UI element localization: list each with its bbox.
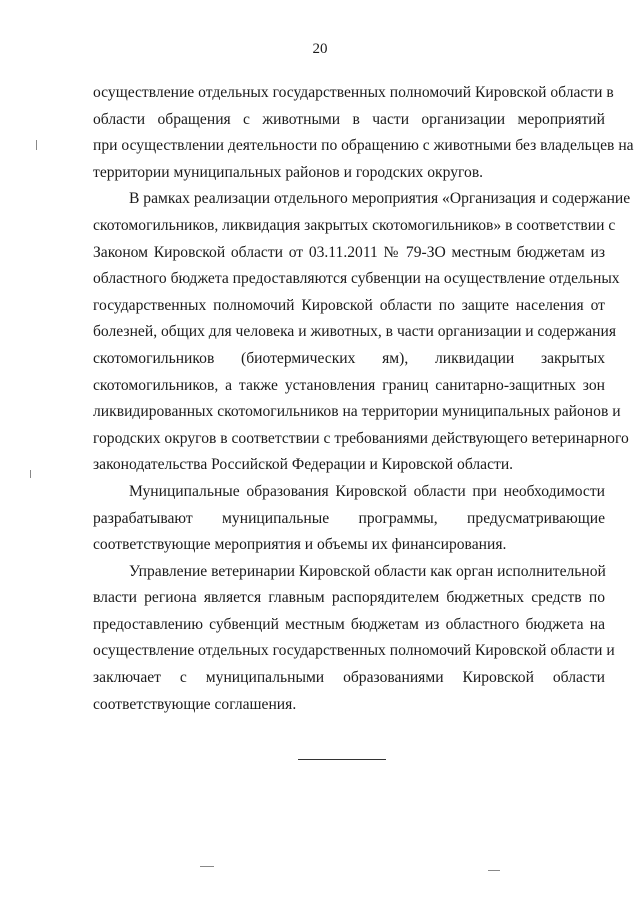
text-line: при осуществлении деятельности по обращению с животными без владельцев на: [93, 137, 634, 155]
text-line: области обращения с животными в части организации мероприятий: [93, 110, 605, 128]
text-line: заключает с муниципальными образованиями Кировской области: [93, 669, 605, 687]
text-line: законодательства Российской Федерации и Кировской области.: [93, 456, 514, 474]
paragraph-4: [93, 559, 615, 719]
text-line: скотомогильников, а также установления границ санитарно-защитных зон: [93, 376, 605, 394]
text-line: ликвидированных скотомогильников на территории муниципальных районов и: [93, 403, 621, 421]
text-line: болезней, общих для человека и животных, в части организации и содержания: [93, 323, 617, 341]
text-line: осуществление отдельных государственных полномочий Кировской области и: [93, 642, 615, 660]
text-line: соответствующие мероприятия и объемы их финансирования.: [93, 536, 507, 554]
text-line: Законом Кировской области от 03.11.2011 № 79-ЗО местным бюджетам из: [93, 243, 605, 261]
text-line: скотомогильников, ликвидация закрытых скотомогильников» в соответствии с: [93, 216, 616, 234]
paragraph-3: [93, 479, 605, 559]
page-number: 20: [312, 41, 328, 57]
text-line: предоставлению субвенций местным бюджетам из областного бюджета на: [93, 615, 605, 633]
text-line: разрабатывают муниципальные программы, предусматривающие: [93, 509, 605, 527]
text-line: осуществление отдельных государственных полномочий Кировской области в: [93, 84, 614, 101]
text-line: Муниципальные образования Кировской области при необходимости: [129, 482, 605, 500]
text-line: В рамках реализации отдельного мероприятия «Организация и содержание: [129, 190, 631, 208]
end-divider: [298, 759, 386, 760]
text-line: государственных полномочий Кировской области по защите населения от: [93, 296, 605, 314]
text-line: областного бюджета предоставляются субвенции на осуществление отдельных: [93, 270, 620, 288]
scan-speck: [200, 866, 214, 867]
scan-speck: [488, 870, 500, 871]
text-line: территории муниципальных районов и городских округов.: [93, 163, 484, 181]
text-line: Управление ветеринарии Кировской области как орган исполнительной: [129, 562, 606, 580]
text-line: соответствующие соглашения.: [93, 695, 297, 713]
text-line: скотомогильников (биотермических ям), ликвидации закрытых: [93, 349, 605, 367]
scan-speck: [36, 140, 37, 150]
scan-speck: [30, 470, 31, 478]
paragraph-2: [93, 186, 631, 479]
paragraph-1: [93, 80, 634, 186]
document-body: [93, 80, 634, 718]
text-line: власти региона является главным распорядителем бюджетных средств по: [93, 589, 605, 607]
text-line: городских округов в соответствии с требованиями действующего ветеринарного: [93, 429, 629, 447]
